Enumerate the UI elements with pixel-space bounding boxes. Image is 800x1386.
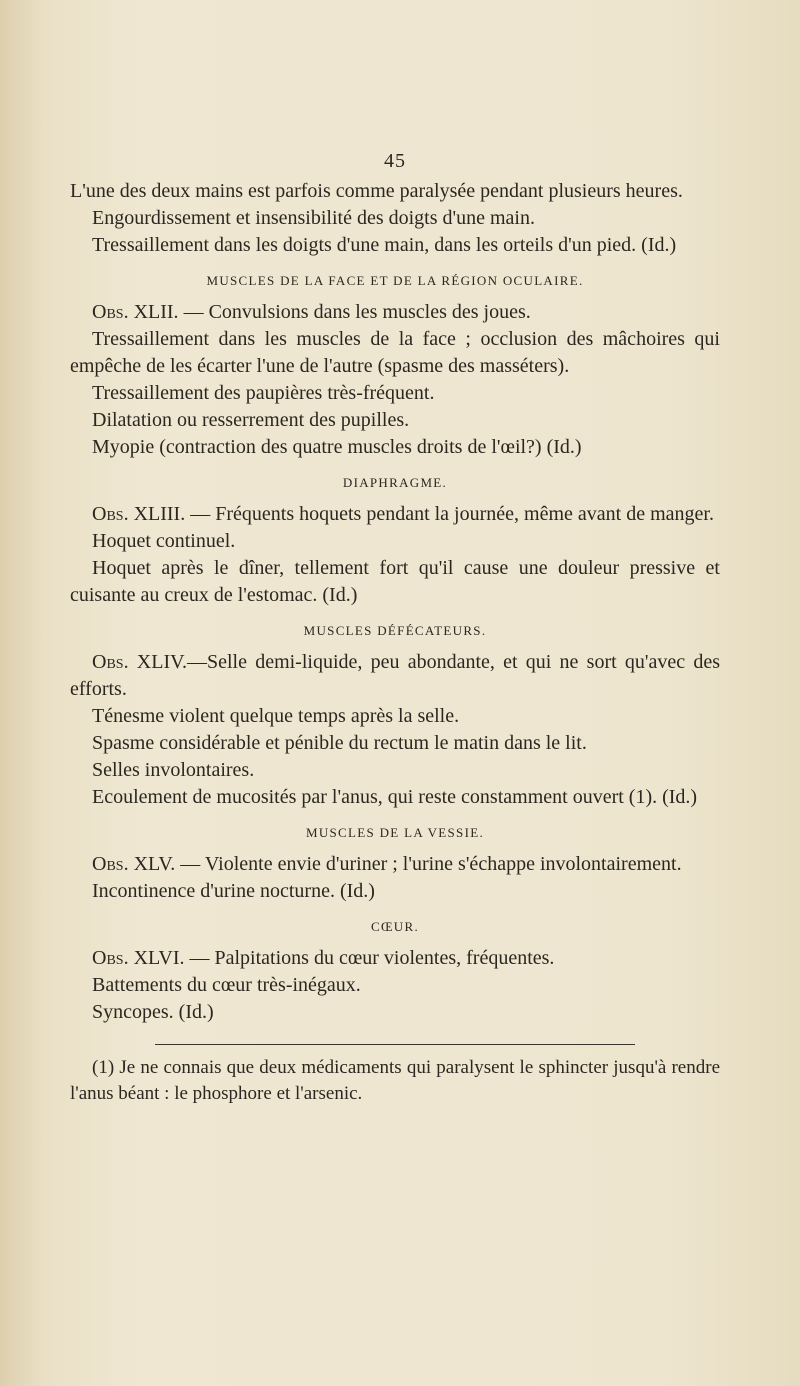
footnote xyxy=(70,1055,720,1107)
obs-text: —Selle demi-liquide, peu abondante, et qui ne sort qu'avec des efforts. xyxy=(70,651,720,700)
diaphragme-line: Hoquet après le dîner, tellement fort qu'il cause une douleur pressive et cuisante au creux de l'estomac. (Id.) xyxy=(70,557,720,606)
face-line: Dilatation ou resserrement des pupilles. xyxy=(92,409,410,431)
obs-label: Obs. XLV. xyxy=(92,853,176,875)
face-line: Tressaillement dans les muscles de la face ; occlusion des mâchoires qui empêche de les écarter l'une de l'autre (spasme des masséters). xyxy=(70,328,720,377)
section-heading-face: MUSCLES DE LA FACE ET DE LA RÉGION OCULAIRE. xyxy=(206,273,584,288)
obs-label: Obs. XLII. xyxy=(92,301,179,323)
section-heading-coeur: CŒUR. xyxy=(370,919,420,934)
footnote-divider xyxy=(155,1044,635,1045)
page-number: 45 xyxy=(384,150,406,172)
face-line: Tressaillement des paupières très-fréquent. xyxy=(92,382,435,404)
footnote-text: (1) Je ne connais que deux médicaments qui paralysent le sphincter jusqu'à rendre l'anus béant : le phosphore et l'arsenic. xyxy=(70,1057,720,1104)
obs-text: — Fréquents hoquets pendant la journée, même avant de manger. xyxy=(185,503,714,525)
obs-paragraph-xliv xyxy=(70,649,720,703)
obs-paragraph-xlvi xyxy=(70,945,720,972)
face-line: Myopie (contraction des quatre muscles droits de l'œil?) (Id.) xyxy=(92,436,582,458)
defecateurs-line: Ténesme violent quelque temps après la selle. xyxy=(92,705,460,727)
coeur-line: Battements du cœur très-inégaux. xyxy=(92,974,361,996)
intro-line-1: L'une des deux mains est parfois comme paralysée pendant plusieurs heures. xyxy=(70,180,683,202)
defecateurs-line: Spasme considérable et pénible du rectum le matin dans le lit. xyxy=(92,732,587,754)
defecateurs-line: Selles involontaires. xyxy=(92,759,255,781)
section-heading-vessie: MUSCLES DE LA VESSIE. xyxy=(305,825,485,840)
defecateurs-line: Ecoulement de mucosités par l'anus, qui reste constamment ouvert (1). (Id.) xyxy=(92,786,698,808)
coeur-line: Syncopes. (Id.) xyxy=(92,1001,214,1023)
diaphragme-line: Hoquet continuel. xyxy=(92,530,236,552)
obs-label: Obs. XLIV. xyxy=(92,651,187,673)
obs-label: Obs. XLIII. xyxy=(92,503,186,525)
obs-text: — Convulsions dans les muscles des joues. xyxy=(178,301,531,323)
intro-line-3: Tressaillement dans les doigts d'une main, dans les orteils d'un pied. (Id.) xyxy=(92,234,677,256)
obs-label: Obs. XLVI. xyxy=(92,947,185,969)
section-heading-diaphragme: DIAPHRAGME. xyxy=(342,475,448,490)
vessie-line: Incontinence d'urine nocturne. (Id.) xyxy=(92,880,375,902)
section-heading-defecateurs: MUSCLES DÉFÉCATEURS. xyxy=(303,623,487,638)
obs-text: — Palpitations du cœur violentes, fréquentes. xyxy=(184,947,555,969)
obs-paragraph-xlv xyxy=(70,851,720,878)
obs-text: — Violente envie d'uriner ; l'urine s'échappe involontairement. xyxy=(175,853,682,875)
obs-paragraph-xliii xyxy=(70,501,720,528)
book-page xyxy=(70,150,720,1107)
obs-paragraph-xlii xyxy=(70,299,720,326)
intro-line-2: Engourdissement et insensibilité des doigts d'une main. xyxy=(92,207,535,229)
